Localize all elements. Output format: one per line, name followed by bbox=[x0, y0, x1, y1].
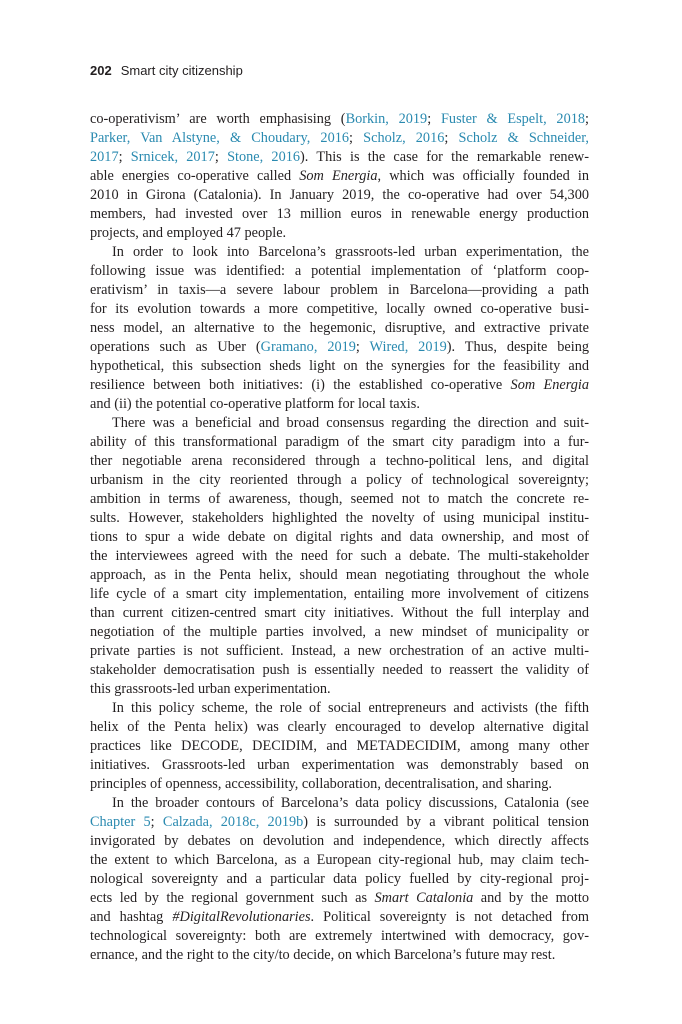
paragraph bbox=[90, 110, 589, 243]
paragraph bbox=[90, 699, 589, 794]
text-line bbox=[90, 357, 589, 376]
text-line bbox=[90, 471, 589, 490]
citation-link[interactable]: Srnicek, 2017 bbox=[130, 149, 215, 165]
text-run: tions to spur a wide debate on digital rights and data ownership, and most of bbox=[90, 529, 589, 545]
text-run: ; bbox=[444, 130, 459, 146]
text-run: private parties is not sufficient. Instead, a new orchestration of an active multi- bbox=[90, 643, 589, 659]
text-run: initiatives. Grassroots-led urban experimentation was demonstrably based on bbox=[90, 757, 589, 773]
text-run: 2010 in Girona (Catalonia). In January 2019, the co-operative had over 54,300 bbox=[90, 187, 589, 203]
text-run: ness model, an alternative to the hegemonic, disruptive, and extractive private bbox=[90, 320, 589, 336]
text-line bbox=[90, 680, 589, 699]
page-number: 202 bbox=[90, 63, 112, 78]
text-run: operations such as Uber ( bbox=[90, 339, 261, 355]
text-run: . Political sovereignty is not detached from bbox=[310, 909, 589, 925]
paragraph bbox=[90, 414, 589, 699]
text-line bbox=[90, 946, 589, 965]
text-line bbox=[90, 870, 589, 889]
text-run: helix of the Penta helix) was clearly encouraged to develop alternative digital bbox=[90, 719, 589, 735]
text-line bbox=[90, 604, 589, 623]
italic-text: #DigitalRevolutionaries bbox=[172, 909, 311, 925]
text-run: There was a beneficial and broad consensus regarding the direction and suit- bbox=[112, 415, 589, 431]
text-run: hypothetical, this subsection sheds light on the synergies for the feasibility and bbox=[90, 358, 589, 374]
running-header bbox=[90, 63, 243, 78]
text-line bbox=[90, 319, 589, 338]
text-run: technological sovereignty: both are extremely intertwined with democracy, gov- bbox=[90, 928, 589, 944]
text-run: negotiation of the multiple parties involved, a new mindset of municipality or bbox=[90, 624, 589, 640]
text-line bbox=[90, 433, 589, 452]
citation-link[interactable]: Gramano, 2019 bbox=[260, 339, 356, 355]
text-line bbox=[90, 452, 589, 471]
citation-link[interactable]: Calzada, 2018c, 2019b bbox=[162, 814, 304, 830]
text-run: In this policy scheme, the role of social entrepreneurs and activists (the fifth bbox=[112, 700, 589, 716]
citation-link[interactable]: Fuster & Espelt, 2018 bbox=[440, 111, 586, 127]
text-run: ) is surrounded by a vibrant political tension bbox=[303, 814, 589, 830]
text-line bbox=[90, 813, 589, 832]
citation-link[interactable]: Scholz & Schneider, bbox=[458, 130, 590, 146]
citation-link[interactable]: Scholz, 2016 bbox=[363, 130, 445, 146]
text-run: resilience between both initiatives: (i) the established co-operative bbox=[90, 377, 511, 393]
text-run: and hashtag bbox=[90, 909, 173, 925]
text-run: ; bbox=[427, 111, 441, 127]
text-run: , which was officially founded in bbox=[377, 168, 589, 184]
text-line bbox=[90, 224, 589, 243]
text-line bbox=[90, 642, 589, 661]
paragraph bbox=[90, 794, 589, 965]
text-run: the extent to which Barcelona, as a European city-regional hub, may claim tech- bbox=[90, 852, 589, 868]
text-run: nological sovereignty and a particular data policy fuelled by city-regional proj- bbox=[90, 871, 589, 887]
text-run: co-operativism’ are worth emphasising ( bbox=[90, 111, 346, 127]
text-run: urbanism in the city reoriented through a policy of technological sovereignty; bbox=[90, 472, 589, 488]
text-line bbox=[90, 110, 589, 129]
text-line bbox=[90, 509, 589, 528]
text-run: the interviewees agreed with the need for such a debate. The multi-stakeholder bbox=[90, 548, 589, 564]
text-run: ; bbox=[355, 339, 370, 355]
text-run: ; bbox=[150, 814, 163, 830]
text-line bbox=[90, 528, 589, 547]
italic-text: Smart Catalonia bbox=[374, 890, 474, 906]
text-line bbox=[90, 338, 589, 357]
citation-link[interactable]: Parker, Van Alstyne, & Choudary, 2016 bbox=[90, 130, 350, 146]
text-line bbox=[90, 186, 589, 205]
text-line bbox=[90, 566, 589, 585]
text-line bbox=[90, 775, 589, 794]
citation-link[interactable]: Wired, 2019 bbox=[369, 339, 447, 355]
text-line bbox=[90, 262, 589, 281]
text-line bbox=[90, 623, 589, 642]
text-line bbox=[90, 395, 589, 414]
text-line bbox=[90, 661, 589, 680]
text-line bbox=[90, 699, 589, 718]
text-line bbox=[90, 927, 589, 946]
text-run: this grassroots-led urban experimentation. bbox=[90, 681, 331, 697]
italic-text: Som Energia bbox=[299, 168, 378, 184]
italic-text: Som Energia bbox=[510, 377, 590, 393]
text-run: ernance, and the right to the city/to decide, on which Barcelona’s future may rest. bbox=[90, 947, 556, 963]
text-run: ability of this transformational paradigm of the smart city paradigm into a fur- bbox=[90, 434, 589, 450]
text-run: invigorated by debates on devolution and independence, which directly affects bbox=[90, 833, 589, 849]
text-line bbox=[90, 585, 589, 604]
body-text bbox=[90, 110, 589, 965]
text-run: life cycle of a smart city implementation, entailing more involvement of citizens bbox=[90, 586, 589, 602]
text-line bbox=[90, 908, 589, 927]
text-run: ; bbox=[349, 130, 364, 146]
text-line bbox=[90, 889, 589, 908]
text-run: members, had invested over 13 million euros in renewable energy production bbox=[90, 206, 589, 222]
citation-link[interactable]: Stone, 2016 bbox=[227, 149, 301, 165]
text-run: than current citizen-centred smart city initiatives. Without the full interplay and bbox=[90, 605, 589, 621]
text-run: following issue was identified: a potential implementation of ‘platform coop- bbox=[90, 263, 589, 279]
text-run: ). Thus, despite being bbox=[446, 339, 590, 355]
running-title: Smart city citizenship bbox=[120, 63, 243, 78]
paragraph bbox=[90, 243, 589, 414]
text-run: ). This is the case for the remarkable renew- bbox=[300, 149, 590, 165]
text-line bbox=[90, 129, 589, 148]
text-run: for its evolution towards a more competitive, locally owned co-operative busi- bbox=[90, 301, 589, 317]
citation-link[interactable]: 2017 bbox=[90, 149, 119, 165]
citation-link[interactable]: Borkin, 2019 bbox=[345, 111, 428, 127]
text-run: In order to look into Barcelona’s grassroots-led urban experimentation, the bbox=[112, 244, 589, 260]
text-run: erativism’ in taxis—a severe labour problem in Barcelona—providing a path bbox=[90, 282, 589, 298]
text-line bbox=[90, 832, 589, 851]
text-line bbox=[90, 300, 589, 319]
text-run: ; bbox=[118, 149, 131, 165]
text-run: projects, and employed 47 people. bbox=[90, 225, 287, 241]
text-run: ambition in terms of awareness, though, seemed not to match the concrete re- bbox=[90, 491, 589, 507]
text-line bbox=[90, 851, 589, 870]
text-line bbox=[90, 205, 589, 224]
text-line bbox=[90, 243, 589, 262]
text-line bbox=[90, 490, 589, 509]
citation-link[interactable]: Chapter 5 bbox=[90, 814, 151, 830]
text-line bbox=[90, 167, 589, 186]
text-run: principles of openness, accessibility, collaboration, decentralisation, and sharing. bbox=[90, 776, 552, 792]
text-run: approach, as in the Penta helix, should mean negotiating throughout the whole bbox=[90, 567, 589, 583]
text-line bbox=[90, 281, 589, 300]
text-run: ; bbox=[585, 111, 590, 127]
text-run: In the broader contours of Barcelona’s data policy discussions, Catalonia (see bbox=[112, 795, 589, 811]
text-run: ; bbox=[214, 149, 228, 165]
text-run: practices like DECODE, DECIDIM, and METADECIDIM, among many other bbox=[90, 738, 589, 754]
text-line bbox=[90, 737, 589, 756]
text-run: and (ii) the potential co-operative platform for local taxis. bbox=[90, 396, 420, 412]
text-run: stakeholder democratisation push is essentially needed to reassert the validity of bbox=[90, 662, 589, 678]
text-line bbox=[90, 148, 589, 167]
text-line bbox=[90, 547, 589, 566]
text-line bbox=[90, 756, 589, 775]
text-run: ects led by the regional government such as bbox=[90, 890, 375, 906]
text-run: sults. However, stakeholders highlighted the novelty of using municipal institu- bbox=[90, 510, 589, 526]
text-line bbox=[90, 718, 589, 737]
text-run: and by the motto bbox=[473, 890, 589, 906]
text-line bbox=[90, 414, 589, 433]
text-line bbox=[90, 794, 589, 813]
text-run: ther negotiable arena reconsidered through a techno-political lens, and digital bbox=[90, 453, 589, 469]
text-line bbox=[90, 376, 589, 395]
text-run: able energies co-operative called bbox=[90, 168, 300, 184]
